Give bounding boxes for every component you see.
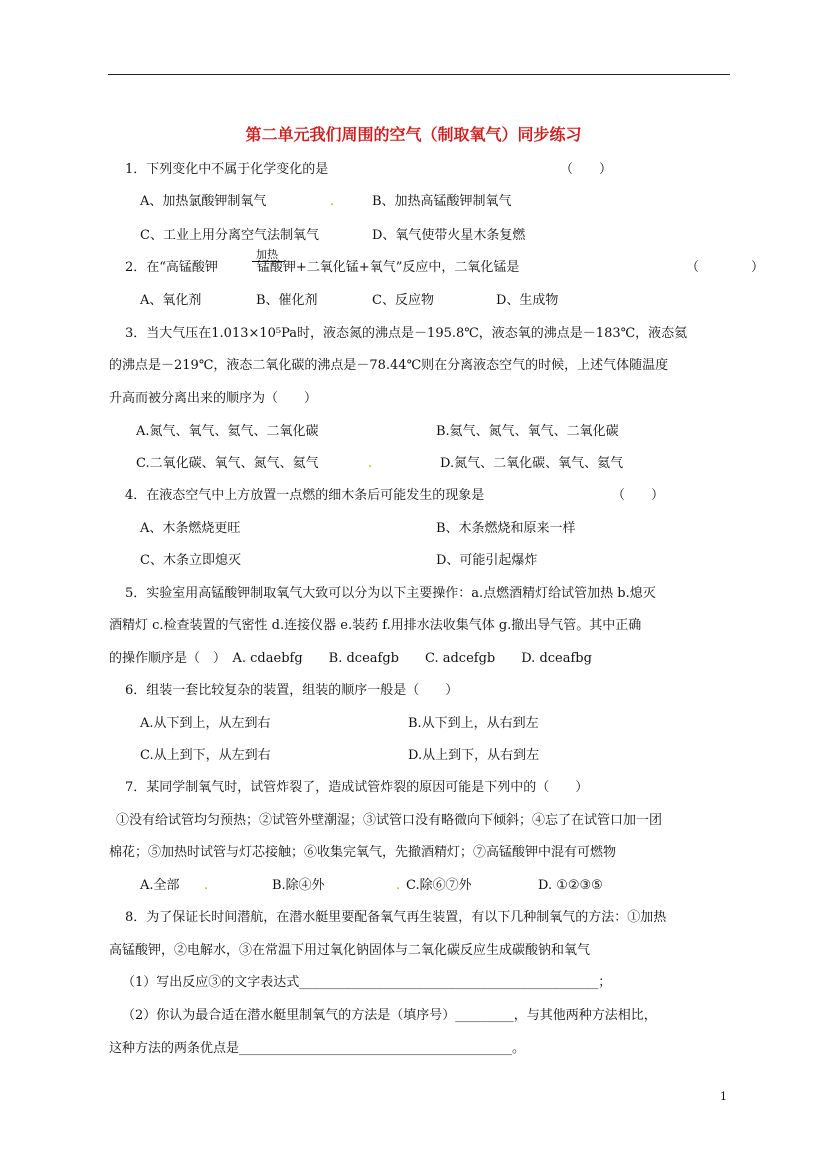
q1-option-c: C、工业上用分离空气法制氧气 [140,228,319,243]
q1-option-a: A、加热氯酸钾制氧气 [140,194,267,209]
q3-mark: . [368,456,373,471]
q7-reasons-line-1: ①没有给试管均匀预热；②试管外壁潮湿；③试管口没有略微向下倾斜；④忘了在试管口加一团 [116,813,663,828]
q6-option-d: D.从上到下，从右到左 [408,748,540,763]
q7-mark-1: . [204,878,209,893]
q3-option-a: A.氮气、氧气、氦气、二氧化碳 [136,424,319,439]
q3-option-d: D.氮气、二氧化碳、氧气、氦气 [440,456,624,471]
q1-stem: 1．下列变化中不属于化学变化的是 [125,162,329,177]
q3-option-b: B.氦气、氮气、氧气、二氧化碳 [436,424,619,439]
q6-option-c: C.从上到下，从左到右 [140,748,271,763]
q2-option-a: A、氧化剂 [140,293,202,308]
header-rule [108,74,730,75]
q8-part-2-line-1: （2）你认为最合适在潜水艇里制氧气的方法是（填序号）_________，与其他两种方法相比， [122,1008,657,1023]
q7-option-d: D. ①②③⑤ [538,878,603,893]
q5-line-3: 的操作顺序是（ ） A. cdaebfg B. dceafgb C. adcefgb D. dceafbg [109,651,592,666]
q7-reasons-line-2: 棉花；⑤加热时试管与灯芯接触；⑥收集完氧气，先撤酒精灯；⑦高锰酸钾中混有可燃物 [109,845,617,860]
q8-part-1: （1）写出反应③的文字表达式______________________________________________； [122,975,612,990]
page-number: 1 [720,1090,727,1103]
q2-option-d: D、生成物 [496,293,559,308]
q4-answer-paren: （ ） [612,488,665,503]
q7-option-b: B.除④外 [272,878,325,893]
q4-option-a: A、木条燃烧更旺 [140,521,241,536]
q1-option-d: D、氧气使带火星木条复燃 [372,228,526,243]
q1-answer-paren: （ ） [560,162,613,177]
q2-stem: 2．在“高锰酸钾 锰酸钾+二氧化锰+氧气”反应中，二氧化锰是 [125,260,520,275]
q3-line-1: 3．当大气压在1.013×10⁵Pa时，液态氮的沸点是－195.8℃，液态氧的沸点是－183℃，液态氦 [125,326,688,341]
q4-option-d: D、可能引起爆炸 [436,553,538,568]
q6-stem: 6．组装一套比较复杂的装置，组装的顺序一般是（ ） [125,683,459,698]
q2-answer-paren: （ ） [686,260,765,275]
q4-option-c: C、木条立即熄灭 [140,553,241,568]
q6-option-b: B.从下到上，从右到左 [408,716,539,731]
q7-mark-2: . [396,878,401,893]
q2-option-c: C、反应物 [372,293,434,308]
page-title: 第二单元我们周围的空气（制取氧气）同步练习 [245,125,582,144]
q1-option-b: B、加热高锰酸钾制氧气 [372,194,512,209]
q4-stem: 4．在液态空气中上方放置一点燃的细木条后可能发生的现象是 [125,488,485,503]
q2-option-b: B、催化剂 [256,293,318,308]
q8-line-2: 高锰酸钾，②电解水，③在常温下用过氧化钠固体与二氧化碳反应生成碳酸钠和氧气 [109,943,591,958]
q8-part-2-line-2: 这种方法的两条优点是__________________________________________。 [109,1041,526,1056]
q1-mark: . [330,194,335,209]
q6-option-a: A.从下到上，从左到右 [140,716,271,731]
q3-line-3: 升高而被分离出来的顺序为（ ） [109,391,318,406]
q8-line-1: 8．为了保证长时间潜航，在潜水艇里要配备氧气再生装置，有以下几种制氧气的方法：①加热 [125,910,667,925]
q3-line-2: 的沸点是－219℃，液态二氧化碳的沸点是－78.44℃则在分离液态空气的时候，上述气体随温度 [109,358,669,373]
q7-option-a: A.全部 [140,878,180,893]
q5-line-2: 酒精灯 c.检查装置的气密性 d.连接仪器 e.装药 f.用排水法收集气体 g.撤出导气管。其中正确 [109,618,642,633]
q7-option-c: C.除⑥⑦外 [406,878,472,893]
q4-option-b: B、木条燃烧和原来一样 [436,521,576,536]
q2-reaction-condition: 加热 [256,248,278,261]
q5-line-1: 5．实验室用高锰酸钾制取氧气大致可以分为以下主要操作：a.点燃酒精灯给试管加热 b.熄灭 [125,586,656,601]
q3-option-c: C.二氧化碳、氧气、氮气、氦气 [136,456,319,471]
q7-stem: 7．某同学制氧气时，试管炸裂了，造成试管炸裂的原因可能是下列中的（ ） [125,780,589,795]
